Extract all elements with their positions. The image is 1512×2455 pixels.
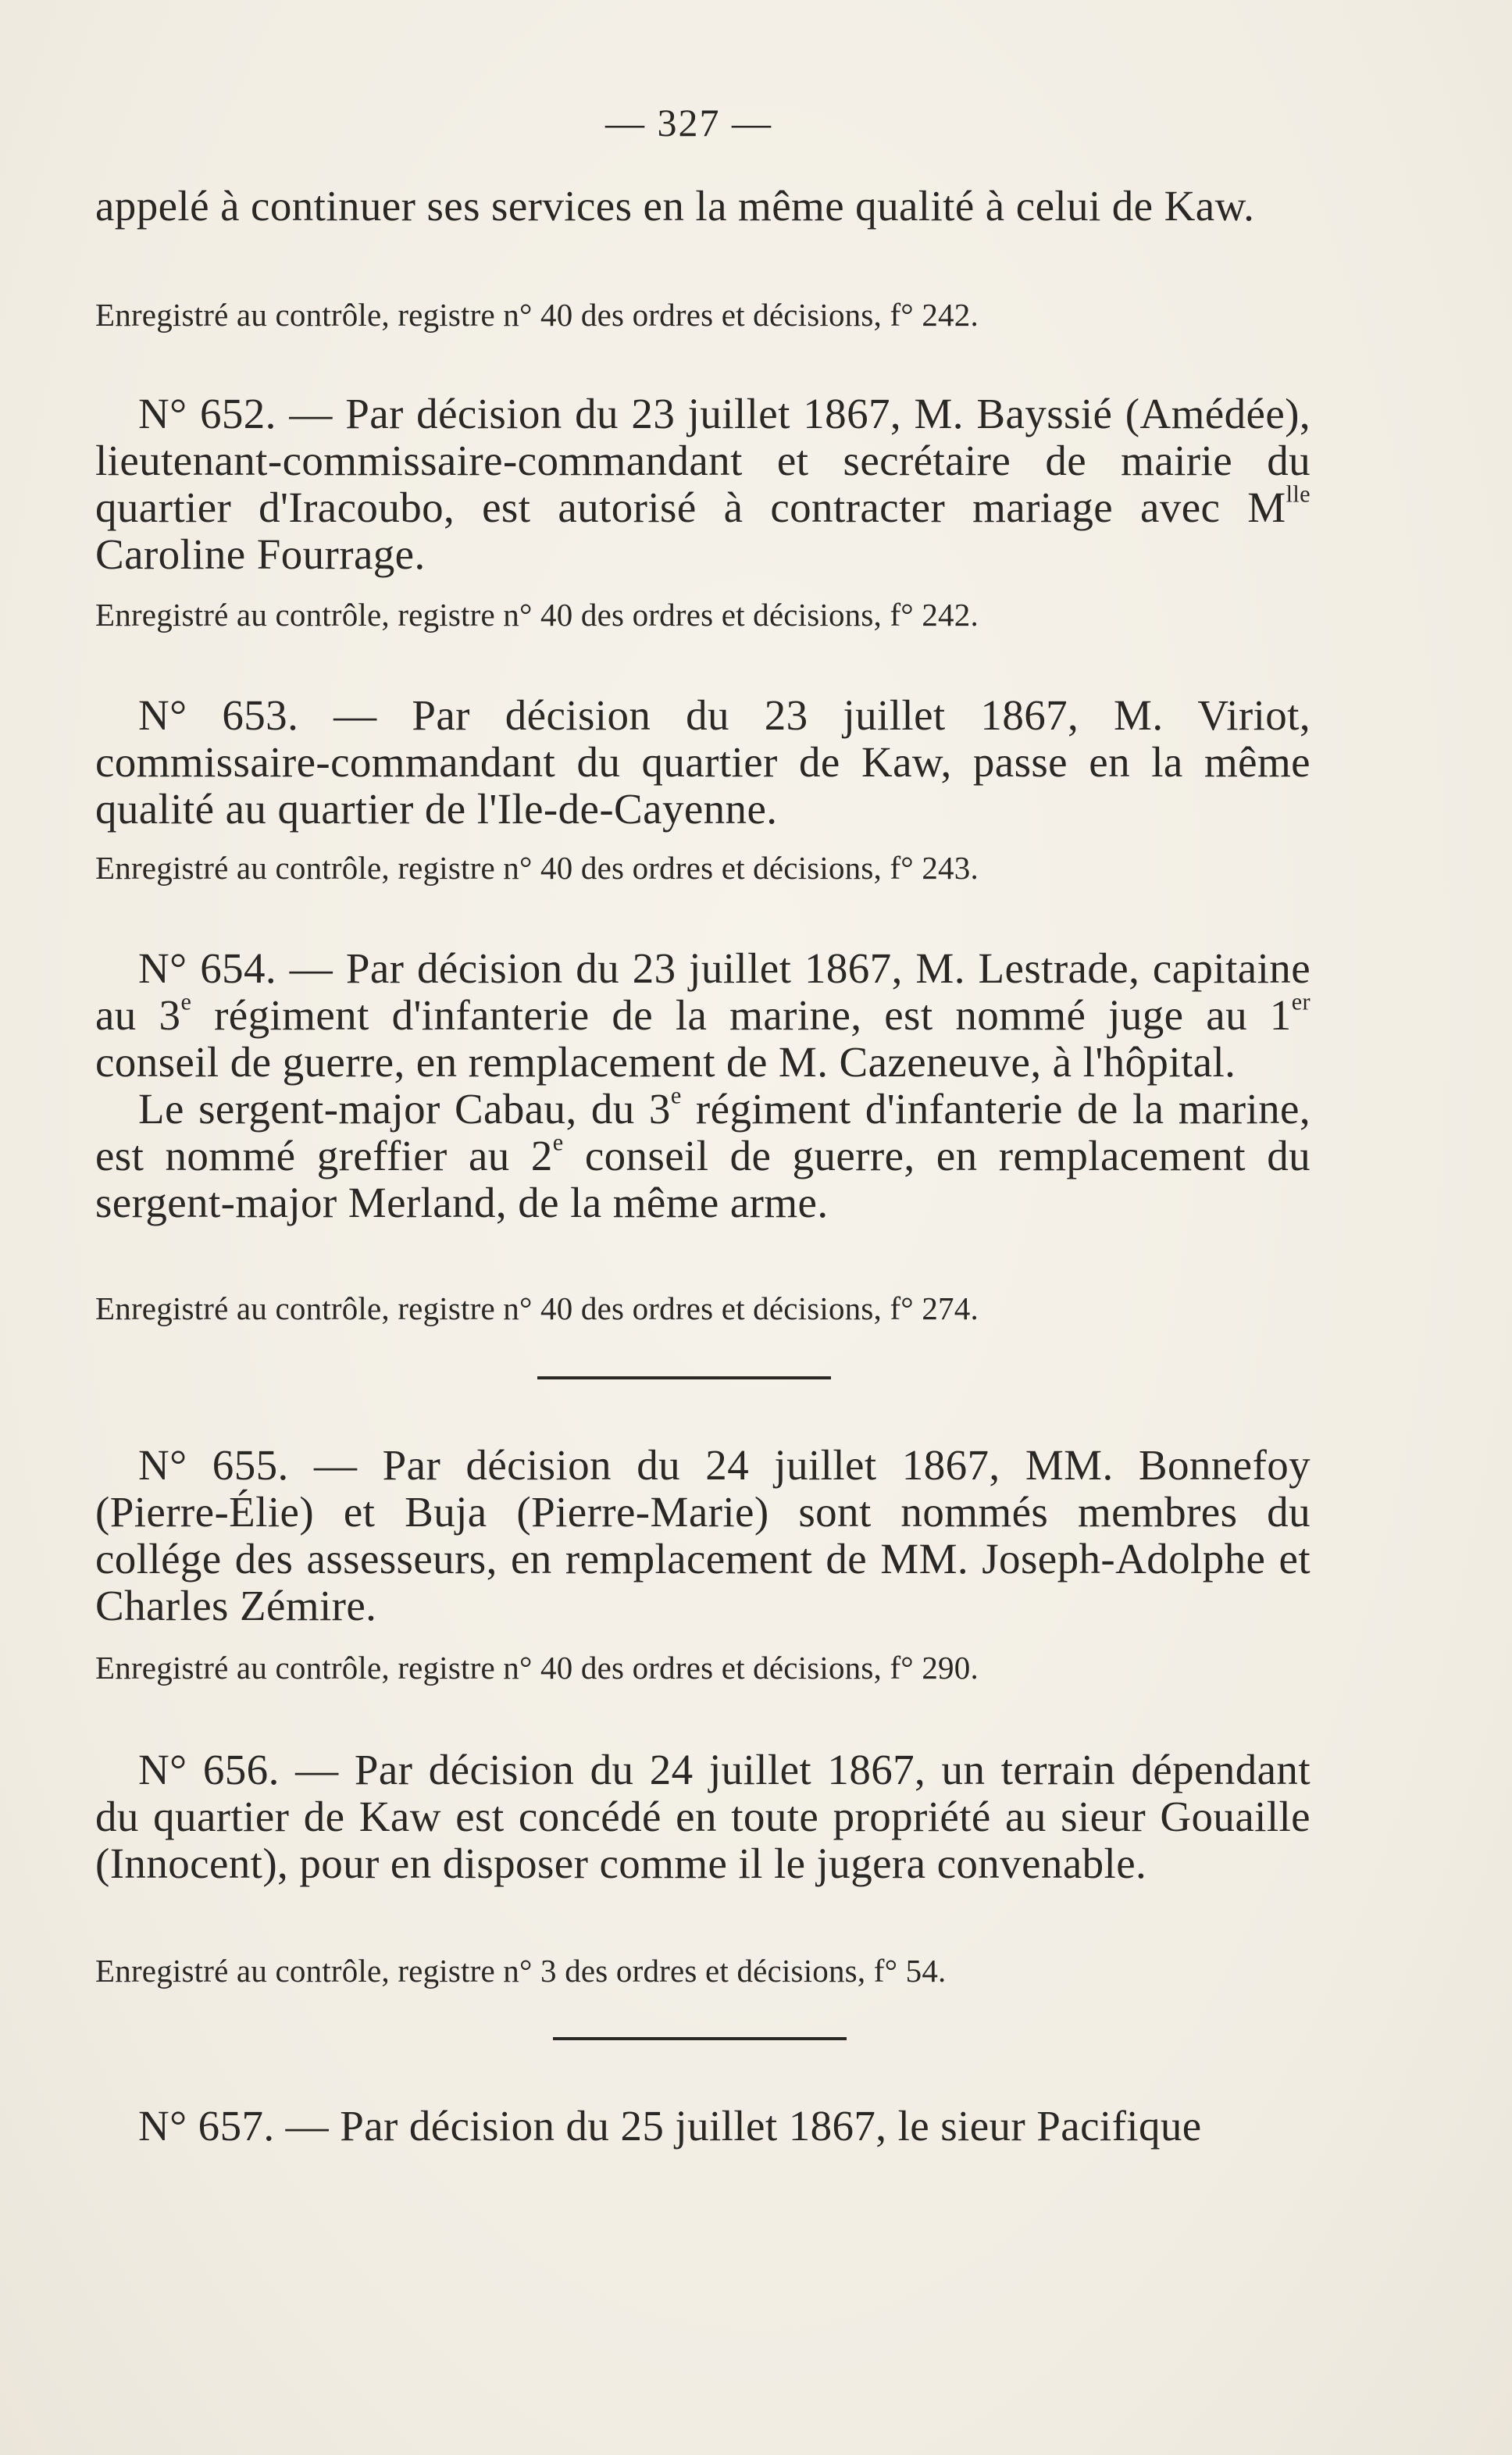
superscript: e: [180, 988, 192, 1015]
section-divider: [553, 2037, 847, 2040]
superscript: e: [670, 1082, 682, 1109]
entry-655-register: [95, 1648, 1311, 1687]
entry-paragraph-2: [95, 1082, 1311, 1226]
entry-text: [95, 945, 1311, 1086]
paragraph-text: Le sergent-major Cabau, du 3: [138, 1085, 671, 1133]
entry-number: N° 657.: [138, 2102, 275, 2150]
entry-655: [95, 1442, 1311, 1629]
entry-number: N° 656.: [138, 1746, 280, 1793]
continuation-register: [95, 295, 1311, 334]
entry-656: [95, 1747, 1311, 1887]
entry-body: — Par décision du 25 juillet 1867, le sieur Pacifique: [285, 2102, 1202, 2150]
paragraph-text-end: conseil de guerre, en remplacement du sergent-major Merland, de la même arme.: [95, 1132, 1311, 1226]
entry-body-end: conseil de guerre, en remplacement de M. Cazeneuve, à l'hôpital.: [95, 1038, 1236, 1086]
entry-text: [95, 1747, 1311, 1887]
register-line: Enregistré au contrôle, registre n° 3 des ordres et décisions, f° 54.: [95, 1953, 947, 1989]
entry-653: [95, 692, 1311, 833]
paragraph-text-cont: régiment d'infanterie de la marine, est nommé greffier au 2: [95, 1085, 1311, 1179]
entry-number: N° 652.: [138, 390, 276, 437]
entry-652-register: [95, 595, 1311, 634]
superscript: er: [1291, 988, 1311, 1015]
entry-body-end: Caroline Fourrage.: [95, 530, 426, 578]
entry-654-register: [95, 1289, 1311, 1328]
entry-body-cont: régiment d'infanterie de la marine, est nommé juge au 1: [191, 991, 1292, 1039]
entry-653-register: [95, 848, 1311, 887]
entry-body: — Par décision du 23 juillet 1867, M. Bayssié (Amédée), lieutenant-commissaire-commandant et secrétaire de mairie du quartier d'Iracoubo, est autorisé à contracter mariage avec M: [95, 390, 1311, 531]
register-line: Enregistré au contrôle, registre n° 40 des ordres et décisions, f° 243.: [95, 850, 979, 886]
entry-656-register: [95, 1951, 1311, 1990]
entry-text: [95, 1442, 1311, 1629]
entry-text: [95, 692, 1311, 833]
register-line: Enregistré au contrôle, registre n° 40 des ordres et décisions, f° 242.: [95, 297, 979, 333]
entry-number: N° 654.: [138, 944, 277, 992]
entry-number: N° 653.: [138, 691, 299, 739]
section-divider: [537, 1376, 831, 1379]
page-number: — 327 —: [605, 101, 772, 145]
entry-body: — Par décision du 23 juillet 1867, M. Viriot, commissaire-commandant du quartier de Kaw, passe en la même qualité au quartier de l'Ile-de-Cayenne.: [95, 691, 1311, 833]
continuation-text: appelé à continuer ses services en la même qualité à celui de Kaw.: [95, 182, 1255, 230]
entry-text: [95, 2103, 1311, 2150]
entry-652: [95, 391, 1311, 578]
entry-number: N° 655.: [138, 1441, 289, 1489]
entry-657: [95, 2103, 1311, 2150]
entry-654: [95, 945, 1311, 1226]
entry-body: — Par décision du 23 juillet 1867, M. Lestrade, capitaine au 3: [95, 944, 1311, 1039]
entry-body: — Par décision du 24 juillet 1867, un terrain dépendant du quartier de Kaw est concédé en toute propriété au sieur Gouaille (Innocent), pour en disposer comme il le jugera convenable.: [95, 1746, 1311, 1887]
register-line: Enregistré au contrôle, registre n° 40 des ordres et décisions, f° 274.: [95, 1290, 979, 1326]
entry-body: — Par décision du 24 juillet 1867, MM. Bonnefoy (Pierre-Élie) et Buja (Pierre-Marie) sont nommés membres du collége des assesseurs, en remplacement de MM. Joseph-Adolphe et Charles Zémire.: [95, 1441, 1311, 1629]
superscript: e: [552, 1129, 564, 1156]
register-line: Enregistré au contrôle, registre n° 40 des ordres et décisions, f° 290.: [95, 1650, 979, 1686]
register-line: Enregistré au contrôle, registre n° 40 des ordres et décisions, f° 242.: [95, 597, 979, 633]
entry-text: [95, 391, 1311, 578]
superscript: lle: [1286, 480, 1311, 508]
continuation-block: [95, 183, 1311, 230]
